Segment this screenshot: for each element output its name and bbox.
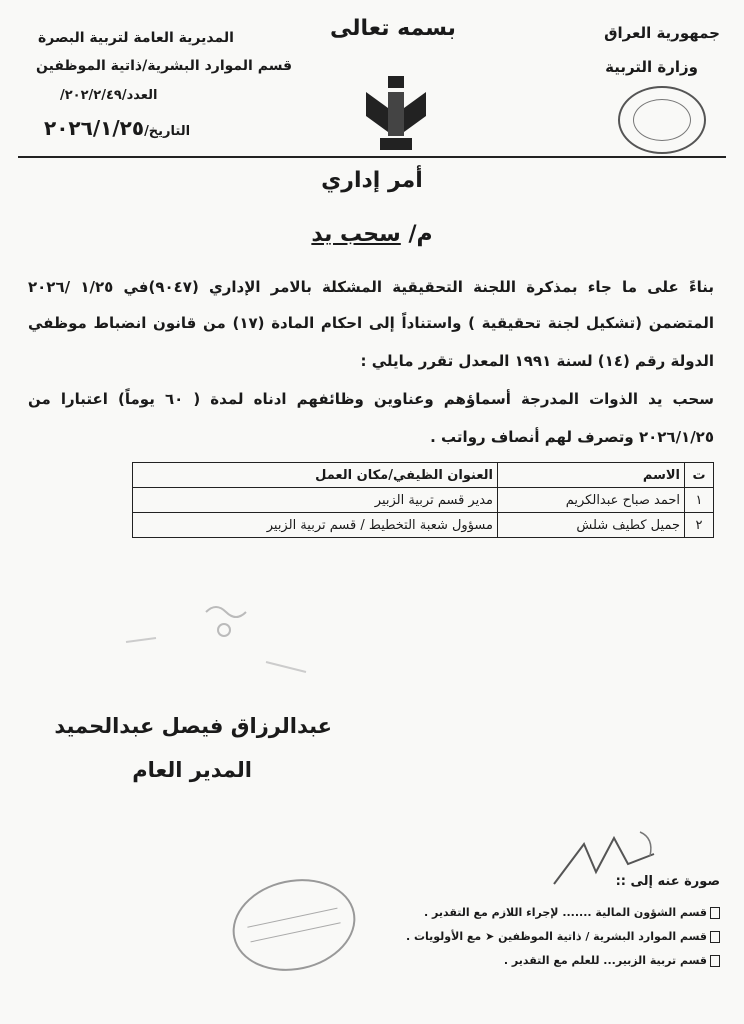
col-job-header: العنوان الظيفي/مكان العمل	[133, 463, 498, 488]
subject-text: سحب يد	[311, 222, 401, 247]
copies-title: صورة عنه إلى ::	[615, 874, 720, 889]
ministry-seal-icon	[618, 86, 706, 154]
row-num: ٢	[685, 513, 714, 538]
date-label: التاريخ/	[144, 124, 191, 139]
directorate-name: المديرية العامة لتربية البصرة	[38, 30, 234, 46]
official-stamp	[224, 868, 364, 982]
date-value: ٢٠٢٦/١/٢٥	[44, 116, 145, 140]
table-row	[133, 513, 714, 538]
col-name-header: الاسم	[498, 463, 685, 488]
col-num-header: ت	[685, 463, 714, 488]
row-job: مدير قسم تربية الزبير	[133, 488, 498, 513]
row-name: احمد صباح عبدالكريم	[498, 488, 685, 513]
paragraph-line: المتضمن (تشكيل لجنة تحقيقية ) واستناداً إلى احكام المادة (١٧) من قانون انضباط موظفي	[28, 314, 714, 332]
copy-item	[406, 930, 720, 943]
copy-item-text: قسم الشؤون المالية ....... لإجراء اللازم مع التقدير .	[424, 906, 707, 919]
iraq-eagle-icon	[358, 72, 434, 154]
basmala: بسمه تعالى	[330, 16, 456, 41]
row-name: جميل كطيف شلش	[498, 513, 685, 538]
number-value: ٢٠٢/٢/٤٩/	[60, 88, 122, 103]
document-icon	[710, 931, 720, 943]
signatory-name: عبدالرزاق فيصل عبدالحميد	[54, 714, 332, 738]
header-divider	[18, 156, 726, 158]
paragraph-line: الدولة رقم (١٤) لسنة ١٩٩١ المعدل تقرر مايلي :	[360, 352, 714, 370]
table-row	[133, 488, 714, 513]
subject-prefix: م/	[408, 222, 433, 247]
staff-table	[132, 462, 714, 538]
document-icon	[710, 955, 720, 967]
ministry-name: وزارة التربية	[605, 58, 698, 76]
department-name: قسم الموارد البشرية/ذاتية الموظفين	[36, 58, 293, 74]
number-label: العدد/	[121, 88, 158, 103]
paragraph-line: سحب يد الذوات المدرجة أسماؤهم وعناوين وظائفهم ادناه لمدة ( ٦٠ يوماً) اعتبارا من	[28, 390, 714, 408]
country-name: جمهورية العراق	[604, 24, 720, 42]
paragraph-line: بناءً على ما جاء بمذكرة اللجنة التحقيقية المشكلة بالامر الإداري (٩٠٤٧)في ١/٢٥ /٢٠٢٦	[28, 278, 715, 296]
copy-item	[504, 954, 720, 967]
copy-item-text: قسم الموارد البشرية / ذاتية الموظفين ➤ مع الأولويات .	[405, 930, 707, 943]
faint-scribble	[116, 592, 356, 702]
copy-item-text: قسم تربية الزبير... للعلم مع التقدير .	[503, 954, 707, 967]
document-date	[44, 116, 190, 140]
document-icon	[710, 907, 720, 919]
row-job: مسؤول شعبة التخطيط / قسم تربية الزبير	[133, 513, 498, 538]
document-title: أمر إداري	[321, 168, 423, 193]
paragraph-line: ٢٠٢٦/١/٢٥ وتصرف لهم أنصاف رواتب .	[430, 428, 714, 446]
document-subject	[0, 222, 744, 247]
signatory-title: المدير العام	[132, 758, 252, 782]
table-header-row	[133, 463, 714, 488]
document-number	[60, 88, 157, 103]
copy-item	[424, 906, 720, 919]
row-num: ١	[685, 488, 714, 513]
